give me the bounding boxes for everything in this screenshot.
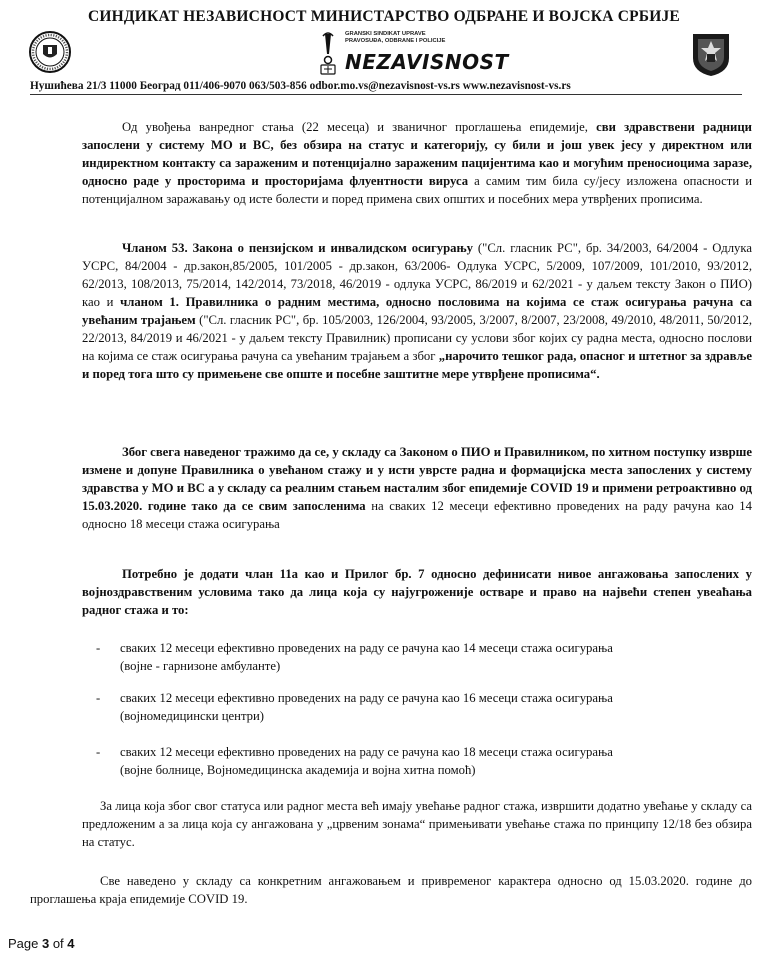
list-item-note: (војне болнице, Војномедицинска академија и војна хитна помоћ) (120, 763, 476, 777)
paragraph-request (82, 443, 752, 533)
list-item-note: (војне - гарнизоне амбуланте) (120, 659, 281, 673)
list-item-text: сваких 12 месеци ефективно проведених на раду се рачуна као 18 месеци стажа осигурања (120, 745, 613, 759)
text-run-bold: сви здравствени радници запослени у систему МО и ВС, без обзира на статус и категорију, су били и још увек јесу у директном или индиректном контакту са зараженим и потенцијално зараженим пацијентима као и могућим преносиоцима заразе, односно раде у просторима и просторијама флуентности вируса (82, 120, 752, 188)
page-number (8, 936, 75, 951)
paragraph-article-11a: Потребно је додати члан 11а као и Прилог бр. 7 односно дефинисати нивое ангажовања запослених у војноздравственим условима тако да лица која су најугроженије остваре и право на највећи степен увеаћања радног стажа и то: (82, 567, 752, 617)
text-run: ("Сл. гласник РС", бр. 34/2003, 64/2004 - Одлука УСРС, 84/2004 - др.закон,85/2005, 101/2005 - др.закон, 63/2006- Одлука УСРС, 5/2009, 107/2009, 101/2010, 93/2012, 62/2013, 108/2013, 75/2014, 142/2014, 73/2018, 46/2019 - одлука УСРС, 86/2019 и 62/2021 - у даљем тексту Закон о ПИО) као и (82, 241, 752, 309)
list-dash: - (96, 641, 101, 655)
page-middle: of (49, 936, 68, 951)
list-dash: - (96, 691, 101, 705)
text-run: на сваких 12 месеци ефективно проведених на раду рачуна као 14 односно 18 месеци стажа осигурања (82, 499, 752, 531)
text-run-bold: Чланом 53. Закона о пензијском и инвалидском осигурању (122, 241, 473, 255)
text-run-bold: „нарочито тешког рада, опасног и штетног за здравље и поред тога што су примењене све опште и посебне заштитне мере утврђене прописима“. (82, 349, 752, 381)
contact-line: Нушићева 21/3 11000 Београд 011/406-9070 063/503-856 odbor.mo.vs@nezavisnost-vs.rs www.nezavisnost-vs.rs (30, 80, 742, 95)
page-total: 4 (67, 936, 75, 951)
text-run: ("Сл. гласник РС", бр. 105/2003, 126/2004, 93/2005, 3/2007, 8/2007, 23/2008, 49/2010, 48/2011, 50/2012, 22/2013, 84/2019 и 46/2021 - у даљем тексту Правилник) прописани су услови због којих су радна места, односно послови на којима се стаж осигурања рачуна са увећаним трајањем а због (82, 313, 752, 363)
text-run: а самим тим била су/јесу изложена опасности и потенцијалном заражавању од исте болести и поред примена свих општих и посебних мера утврђених прописима. (82, 174, 752, 206)
text-run-bold: Због свега наведеног тражимо да се, у складу са Законом о ПИО и Правилником, по хитном поступку изврше измене и допуне Правилника о увећаном стажу и у исти уврсте радна и формацијска места запослених у систему здравства у МО и ВС а у складу са реалним стањем насталим због епидемије COVID 19 и примени ретроактивно од 15.03.2020. године тако да се свим запосленима (82, 445, 752, 513)
page-current: 3 (41, 936, 50, 951)
page-prefix: Page (8, 936, 42, 951)
coat-of-arms-icon (690, 30, 732, 78)
paragraph-legal-basis (82, 239, 752, 383)
paragraph-epidemic-exposure (82, 118, 752, 208)
list-item-text: сваких 12 месеци ефективно проведених на раду се рачуна као 14 месеци стажа осигурања (120, 641, 613, 655)
caption-line: PRAVOSUĐA, ODBRANE I POLICIJE (345, 37, 446, 44)
paragraph-additional-increase: За лица која због свог статуса или радног места већ имају увећање радног стажа, извршити додатно увећање у складу са предложеним а за лица која су ангажована у „црвеним зонама“ примењивати увећање стажа по принципу 12/18 без обзира на статус. (82, 799, 752, 849)
union-seal-logo-icon (28, 30, 72, 74)
brand-wordmark: NEZAVISNOST (345, 50, 509, 74)
paragraph-duration: Све наведено у складу са конкретним ангажовањем и привременог карактера односно од 15.03.2020. године до проглашења краја епидемије COVID 19. (30, 874, 752, 906)
organization-title: СИНДИКАТ НЕЗАВИСНОСТ МИНИСТАРСТВО ОДБРАНЕ И ВОЈСКА СРБИЈЕ (88, 8, 680, 25)
text-run: Од увођења ванредног стања (22 месеца) и званичног проглашења епидемије, (122, 120, 597, 134)
branch-union-caption (345, 31, 485, 44)
caption-line: GRANSKI SINDIKAT UPRAVE (345, 31, 426, 37)
list-item-text: сваких 12 месеци ефективно проведених на раду се рачуна као 16 месеци стажа осигурања (120, 691, 613, 705)
list-dash: - (96, 745, 101, 759)
text-run-bold: чланом 1. Правилника о радним местима, односно пословима на којима се стаж осигурања рачуна са увећаним трајањем (82, 295, 752, 327)
list-item-note: (војномедицински центри) (120, 709, 265, 723)
